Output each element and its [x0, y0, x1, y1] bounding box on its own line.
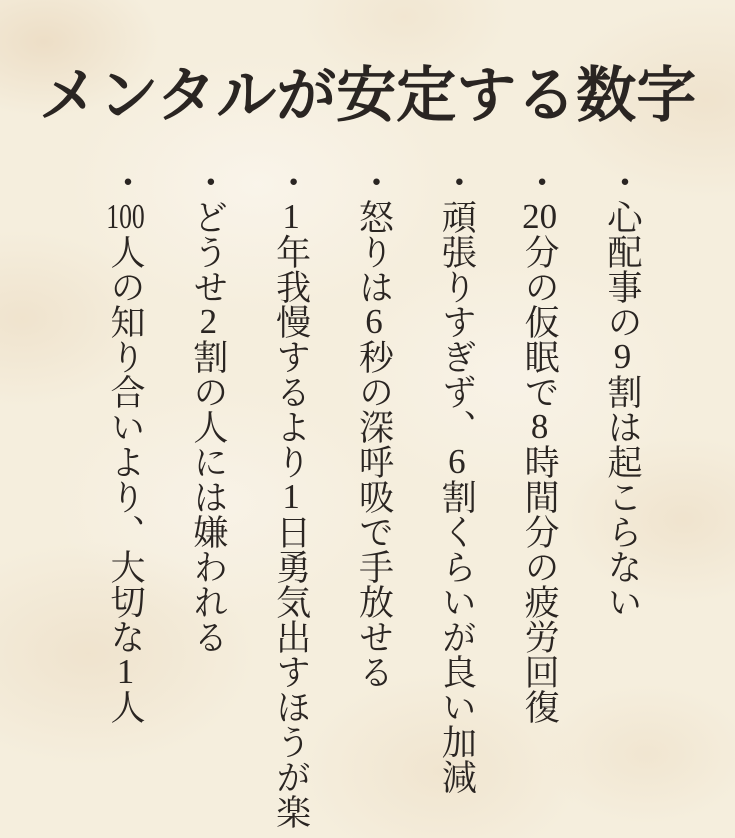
text-segment: 日勇気出すほうが楽: [271, 514, 311, 829]
text-column-effort-column: [438, 164, 475, 794]
text-column-courage-column: [273, 164, 310, 829]
number: 8: [530, 409, 549, 444]
text-column-precious-person-column: [107, 164, 144, 724]
number: 1: [282, 199, 300, 234]
text-segment: 時間分の疲労回復: [520, 444, 560, 724]
text-column-disliked-column: [190, 164, 227, 654]
number: 1: [116, 654, 135, 689]
text-segment: 年我慢するより: [271, 234, 311, 479]
text-columns: [107, 164, 641, 834]
number: 6: [448, 444, 466, 479]
text-segment: ・: [106, 164, 145, 199]
text-segment: 割の人には嫌われる: [188, 339, 228, 654]
text-segment: ・頑張りすぎず、: [437, 164, 477, 444]
text-segment: 人: [106, 689, 145, 724]
text-segment: ・心配事の: [602, 164, 642, 339]
text-column-anger-column: [355, 164, 392, 689]
text-segment: 割くらいが良い加減: [437, 479, 477, 794]
number: 1: [282, 479, 300, 514]
number: 6: [365, 304, 383, 339]
text-column-worry-column: [604, 164, 641, 619]
text-segment: 秒の深呼吸で手放せる: [354, 339, 394, 689]
number: 20: [522, 199, 558, 234]
text-segment: 分の仮眠で: [520, 234, 560, 409]
text-segment: ・どうせ: [188, 164, 228, 304]
text-segment: ・: [520, 164, 560, 199]
number: 9: [613, 339, 632, 374]
text-segment: 人の知り合いより、大切な: [106, 234, 145, 654]
text-segment: 割は起こらない: [602, 374, 642, 619]
text-segment: ・怒りは: [354, 164, 394, 304]
number: 2: [199, 304, 218, 339]
text-column-nap-column: [521, 164, 558, 724]
page-title: メンタルが安定する数字: [38, 63, 697, 129]
text-segment: ・: [271, 164, 311, 199]
number: 100: [106, 199, 145, 234]
